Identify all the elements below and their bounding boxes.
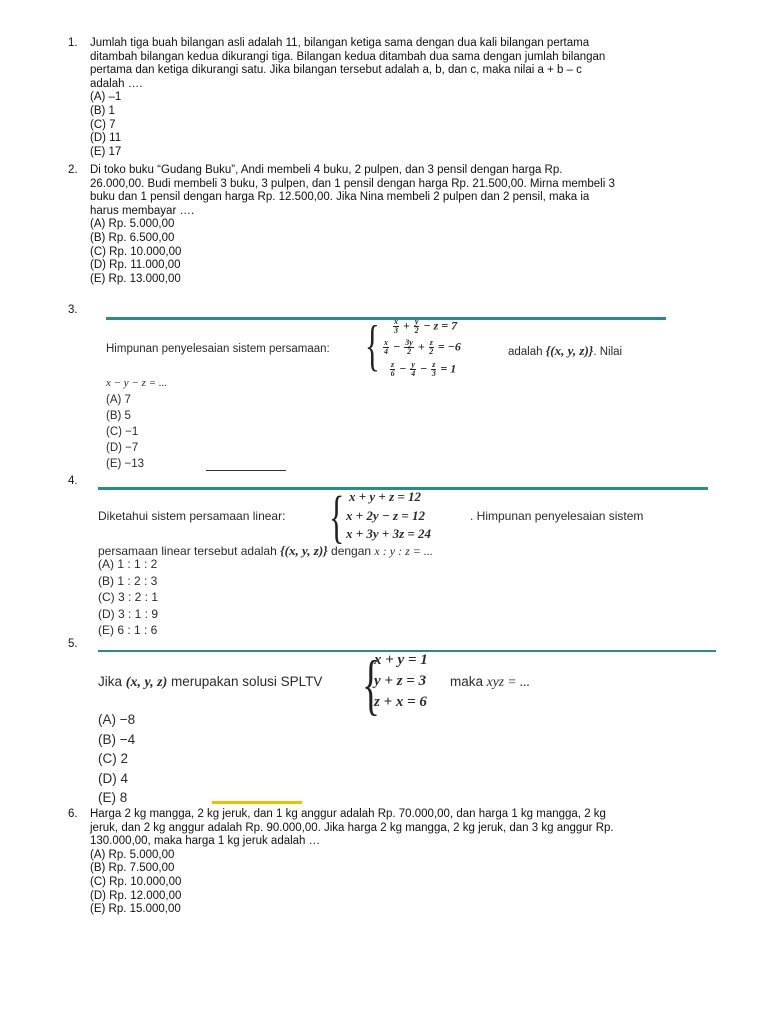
- question-3-number: 3.: [68, 304, 78, 316]
- option-c[interactable]: (C) 2: [98, 751, 128, 766]
- option-b[interactable]: (B) Rp. 7.500,00: [90, 862, 175, 875]
- equation-3: z + x = 6: [374, 694, 427, 710]
- question-line: pertama dan ketiga dikurangi satu. Jika bilangan tersebut adalah a, b, dan c, maka nilai a + b – c: [90, 64, 582, 77]
- question-4-line2: persamaan linear tersebut adalah {(x, y, z)} dengan x : y : z = ...: [98, 543, 433, 558]
- option-c[interactable]: (C) 7: [90, 118, 116, 131]
- question-5-intro: Jika (x, y, z) merupakan solusi SPLTV: [98, 674, 323, 690]
- option-c[interactable]: (C) 3 : 2 : 1: [98, 590, 159, 604]
- equation-2: $\frac{x}{4}$ − $\frac{3y}{2}$ + $\frac{z}{2}$ = −6: [384, 338, 461, 356]
- option-e[interactable]: (E) 6 : 1 : 6: [98, 623, 158, 637]
- equation-1: x + y = 1: [374, 652, 428, 668]
- option-e[interactable]: (E) 8: [98, 790, 128, 805]
- question-number: 2.: [68, 164, 78, 176]
- option-d[interactable]: (D) −7: [106, 442, 139, 454]
- option-d[interactable]: (D) Rp. 11.000,00: [90, 259, 181, 272]
- option-a[interactable]: (A) −8: [98, 712, 136, 727]
- question-line: Di toko buku “Gudang Buku”, Andi membeli 4 buku, 2 pulpen, dan 3 pensil dengan harga Rp.: [90, 164, 563, 176]
- highlight-bar: [212, 801, 302, 804]
- option-d[interactable]: (D) 4: [98, 770, 128, 786]
- option-d[interactable]: (D) Rp. 12.000,00: [90, 889, 182, 902]
- question-line: Harga 2 kg mangga, 2 kg jeruk, dan 1 kg anggur adalah Rp. 70.000,00, dan harga 1 kg mangga, 2 kg: [90, 808, 606, 820]
- equation-2: x + 2y − z = 12: [346, 508, 426, 523]
- question-4-intro: Diketahui sistem persamaan linear:: [98, 509, 286, 523]
- equation-2-rhs: = −6: [437, 339, 461, 354]
- option-b[interactable]: (B) Rp. 6.500,00: [90, 231, 175, 244]
- option-b[interactable]: (B) 1 : 2 : 3: [98, 573, 158, 588]
- option-b[interactable]: (B) −4: [98, 731, 136, 747]
- question-5-ask: maka xyz = ...: [450, 674, 531, 689]
- equation-1: x + y + z = 12: [349, 489, 422, 504]
- system-brace: {: [365, 315, 380, 377]
- question-line: adalah ….: [90, 77, 143, 90]
- option-e[interactable]: (E) Rp. 13.000,00: [90, 272, 181, 285]
- option-a[interactable]: (A) Rp. 5.000,00: [90, 848, 175, 861]
- answer-options: [98, 710, 135, 808]
- option-d[interactable]: (D) 3 : 1 : 9: [98, 606, 159, 621]
- option-b[interactable]: (B) 5: [106, 410, 131, 422]
- option-b[interactable]: (B) 1: [90, 104, 115, 117]
- equation-1: $\frac{x}{3}$ + $\frac{y}{2}$ − z = 7: [394, 317, 458, 335]
- option-e[interactable]: (E) Rp. 15.000,00: [90, 903, 181, 916]
- option-a[interactable]: (A) –1: [90, 91, 122, 104]
- option-e[interactable]: (E) 17: [90, 145, 122, 158]
- question-line: ditambah bilangan kedua dikurangi tiga. Bilangan kedua ditambah dua sama dengan jumlah bilangan: [90, 50, 606, 63]
- question-line: 26.000,00. Budi membeli 3 buku, 3 pulpen, dan 1 pensil dengan harga Rp. 21.500,00. Mirna membeli 3: [90, 177, 615, 190]
- option-e[interactable]: (E) −13: [106, 458, 145, 470]
- option-a[interactable]: (A) 7: [106, 394, 131, 406]
- question-4-after: . Himpunan penyelesaian sistem: [470, 509, 644, 523]
- question-line: jeruk, dan 2 kg anggur adalah Rp. 90.000,00. Jika harga 2 kg mangga, 2 kg jeruk, dan 3 kg anggur Rp.: [90, 821, 614, 834]
- question-number: 6.: [68, 808, 78, 820]
- question-number: 1.: [68, 37, 78, 49]
- question-text: [90, 808, 710, 917]
- question-line: 130.000,00, maka harga 1 kg jeruk adalah …: [90, 835, 321, 848]
- question-3-intro: Himpunan penyelesaian sistem persamaan:: [106, 343, 330, 355]
- answer-options: [90, 849, 710, 917]
- equation-1-rhs: − z = 7: [423, 318, 458, 333]
- option-c[interactable]: (C) Rp. 10.000,00: [90, 875, 182, 888]
- equation-2: y + z = 3: [374, 673, 427, 689]
- option-a[interactable]: (A) Rp. 5.000,00: [90, 218, 175, 231]
- equation-3: x + 3y + 3z = 24: [346, 526, 432, 541]
- question-3-ask: x − y − z = ...: [106, 377, 168, 389]
- option-d[interactable]: (D) 11: [90, 132, 122, 145]
- option-a[interactable]: (A) 1 : 1 : 2: [98, 557, 158, 571]
- question-line: Jumlah tiga buah bilangan asli adalah 11, bilangan ketiga sama dengan dua kali bilangan pertama: [90, 37, 590, 49]
- equation-3-rhs: = 1: [440, 361, 457, 376]
- question-3-suffix: adalah {(x, y, z)}. Nilai: [508, 343, 623, 358]
- option-c[interactable]: (C) −1: [106, 426, 139, 438]
- question-4-number: 4.: [68, 475, 78, 487]
- question-line: buku dan 1 pensil dengan harga Rp. 12.500,00. Jika Nina membeli 2 pulpen dan 2 pensil, maka ia: [90, 191, 590, 204]
- question-5-number: 5.: [68, 638, 78, 650]
- question-line: harus membayar ….: [90, 204, 195, 217]
- equation-3: $\frac{z}{6}$ − $\frac{y}{4}$ − $\frac{z}{3}$ = 1: [390, 360, 457, 378]
- option-c[interactable]: (C) Rp. 10.000,00: [90, 245, 182, 258]
- system-brace: {: [362, 646, 380, 722]
- system-brace: {: [329, 484, 345, 549]
